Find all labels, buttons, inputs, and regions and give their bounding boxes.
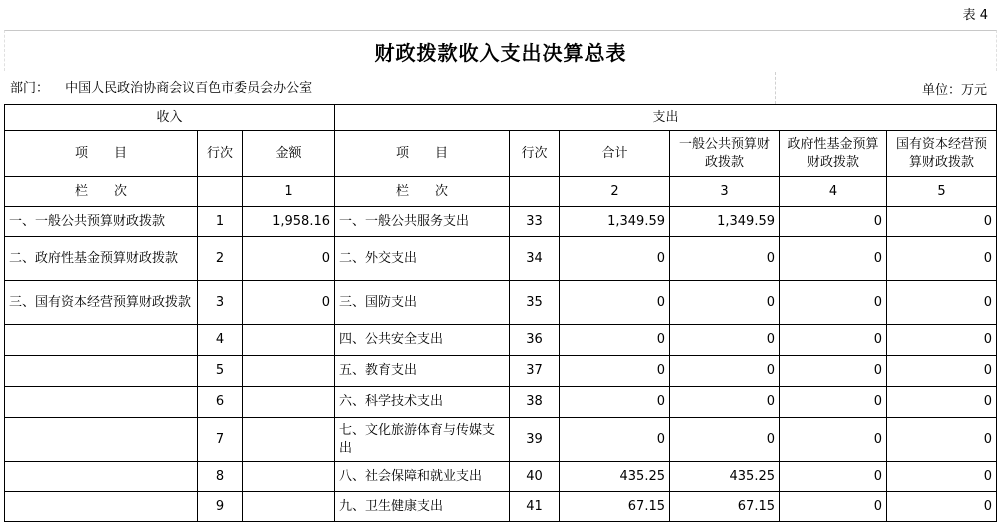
col-index-1: 1: [243, 177, 335, 207]
gov-fund-value: 0: [780, 237, 887, 281]
expense-item: 四、公共安全支出: [335, 325, 510, 356]
expense-item: 九、卫生健康支出: [335, 492, 510, 522]
income-item: [5, 325, 198, 356]
table-row: [5, 418, 997, 462]
state-capital-value: 0: [887, 237, 997, 281]
gov-fund-value: 0: [780, 387, 887, 418]
table-row: [5, 325, 997, 356]
income-item: [5, 387, 198, 418]
department-name: 中国人民政治协商会议百色市委员会办公室: [65, 81, 313, 96]
table-number: 表 4: [962, 8, 988, 23]
income-item: [5, 418, 198, 462]
state-capital-value: 0: [887, 207, 997, 237]
total-value: 67.15: [560, 492, 670, 522]
table-row: [5, 281, 997, 325]
column-index-row: [5, 177, 997, 207]
income-item: 三、国有资本经营预算财政拨款: [5, 281, 198, 325]
income-amount: 0: [243, 281, 335, 325]
expense-row-no: 39: [510, 418, 560, 462]
income-row-no: 7: [198, 418, 243, 462]
total-value: 0: [560, 281, 670, 325]
col-index-2: 2: [560, 177, 670, 207]
expense-row-no: 41: [510, 492, 560, 522]
gov-fund-header: 政府性基金预算财政拨款: [780, 131, 887, 177]
total-value: 435.25: [560, 462, 670, 492]
general-budget-value: 0: [670, 325, 780, 356]
total-value: 0: [560, 237, 670, 281]
table-row: [5, 237, 997, 281]
expense-item-header: 项 目: [335, 131, 510, 177]
unit-label: 单位：万元: [921, 83, 987, 98]
income-amount: [243, 387, 335, 418]
expense-rowno-header: 行次: [510, 131, 560, 177]
income-amount: [243, 418, 335, 462]
expense-row-no: 34: [510, 237, 560, 281]
state-capital-value: 0: [887, 418, 997, 462]
expense-item: 五、教育支出: [335, 356, 510, 387]
state-capital-value: 0: [887, 281, 997, 325]
expense-item: 八、社会保障和就业支出: [335, 462, 510, 492]
table-row: [5, 462, 997, 492]
empty-cell: [510, 177, 560, 207]
expense-row-no: 36: [510, 325, 560, 356]
gov-fund-value: 0: [780, 207, 887, 237]
table-body: [5, 105, 997, 522]
state-capital-value: 0: [887, 325, 997, 356]
general-budget-value: 1,349.59: [670, 207, 780, 237]
total-value: 0: [560, 325, 670, 356]
meta-divider: [775, 72, 776, 104]
income-amount: [243, 356, 335, 387]
gov-fund-value: 0: [780, 281, 887, 325]
col-index-3: 3: [670, 177, 780, 207]
header-row-columns: [5, 131, 997, 177]
income-row-no: 2: [198, 237, 243, 281]
income-row-no: 6: [198, 387, 243, 418]
total-header: 合计: [560, 131, 670, 177]
income-amount: 0: [243, 237, 335, 281]
state-capital-value: 0: [887, 356, 997, 387]
page-title: 财政拨款收入支出决算总表: [374, 40, 627, 65]
general-budget-header: 一般公共预算财政拨款: [670, 131, 780, 177]
general-budget-value: 435.25: [670, 462, 780, 492]
income-item: 二、政府性基金预算财政拨款: [5, 237, 198, 281]
total-value: 1,349.59: [560, 207, 670, 237]
table-row: [5, 492, 997, 522]
expense-item: 一、一般公共服务支出: [335, 207, 510, 237]
budget-table: [4, 104, 997, 522]
income-row-no: 5: [198, 356, 243, 387]
income-amount: 1,958.16: [243, 207, 335, 237]
expense-item: 三、国防支出: [335, 281, 510, 325]
gov-fund-value: 0: [780, 418, 887, 462]
total-value: 0: [560, 356, 670, 387]
general-budget-value: 0: [670, 387, 780, 418]
gov-fund-value: 0: [780, 325, 887, 356]
table-row: [5, 356, 997, 387]
income-amount: [243, 325, 335, 356]
income-row-no: 9: [198, 492, 243, 522]
total-value: 0: [560, 387, 670, 418]
income-item: 一、一般公共预算财政拨款: [5, 207, 198, 237]
empty-cell: [198, 177, 243, 207]
expense-item: 六、科学技术支出: [335, 387, 510, 418]
title-bar: [4, 30, 997, 71]
expense-header: 支出: [335, 105, 997, 131]
income-item: [5, 356, 198, 387]
income-row-no: 3: [198, 281, 243, 325]
general-budget-value: 67.15: [670, 492, 780, 522]
general-budget-value: 0: [670, 281, 780, 325]
income-amount-header: 金额: [243, 131, 335, 177]
gov-fund-value: 0: [780, 356, 887, 387]
expense-column-label: 栏 次: [335, 177, 510, 207]
col-index-4: 4: [780, 177, 887, 207]
income-item-header: 项 目: [5, 131, 198, 177]
gov-fund-value: 0: [780, 492, 887, 522]
income-header: 收入: [5, 105, 335, 131]
total-value: 0: [560, 418, 670, 462]
income-item: [5, 462, 198, 492]
department-label: 部门：: [10, 81, 50, 96]
income-item: [5, 492, 198, 522]
expense-row-no: 37: [510, 356, 560, 387]
general-budget-value: 0: [670, 356, 780, 387]
header-row-sections: [5, 105, 997, 131]
table-row: [5, 387, 997, 418]
expense-row-no: 35: [510, 281, 560, 325]
income-rowno-header: 行次: [198, 131, 243, 177]
expense-row-no: 40: [510, 462, 560, 492]
state-capital-value: 0: [887, 462, 997, 492]
state-capital-value: 0: [887, 387, 997, 418]
meta-bar: [4, 72, 995, 104]
income-row-no: 1: [198, 207, 243, 237]
expense-row-no: 33: [510, 207, 560, 237]
income-column-label: 栏 次: [5, 177, 198, 207]
expense-item: 二、外交支出: [335, 237, 510, 281]
income-row-no: 8: [198, 462, 243, 492]
gov-fund-value: 0: [780, 462, 887, 492]
income-row-no: 4: [198, 325, 243, 356]
expense-item: 七、文化旅游体育与传媒支出: [335, 418, 510, 462]
general-budget-value: 0: [670, 418, 780, 462]
col-index-5: 5: [887, 177, 997, 207]
state-capital-header: 国有资本经营预算财政拨款: [887, 131, 997, 177]
department-info: [10, 77, 312, 96]
general-budget-value: 0: [670, 237, 780, 281]
income-amount: [243, 492, 335, 522]
expense-row-no: 38: [510, 387, 560, 418]
table-row: [5, 207, 997, 237]
state-capital-value: 0: [887, 492, 997, 522]
income-amount: [243, 462, 335, 492]
